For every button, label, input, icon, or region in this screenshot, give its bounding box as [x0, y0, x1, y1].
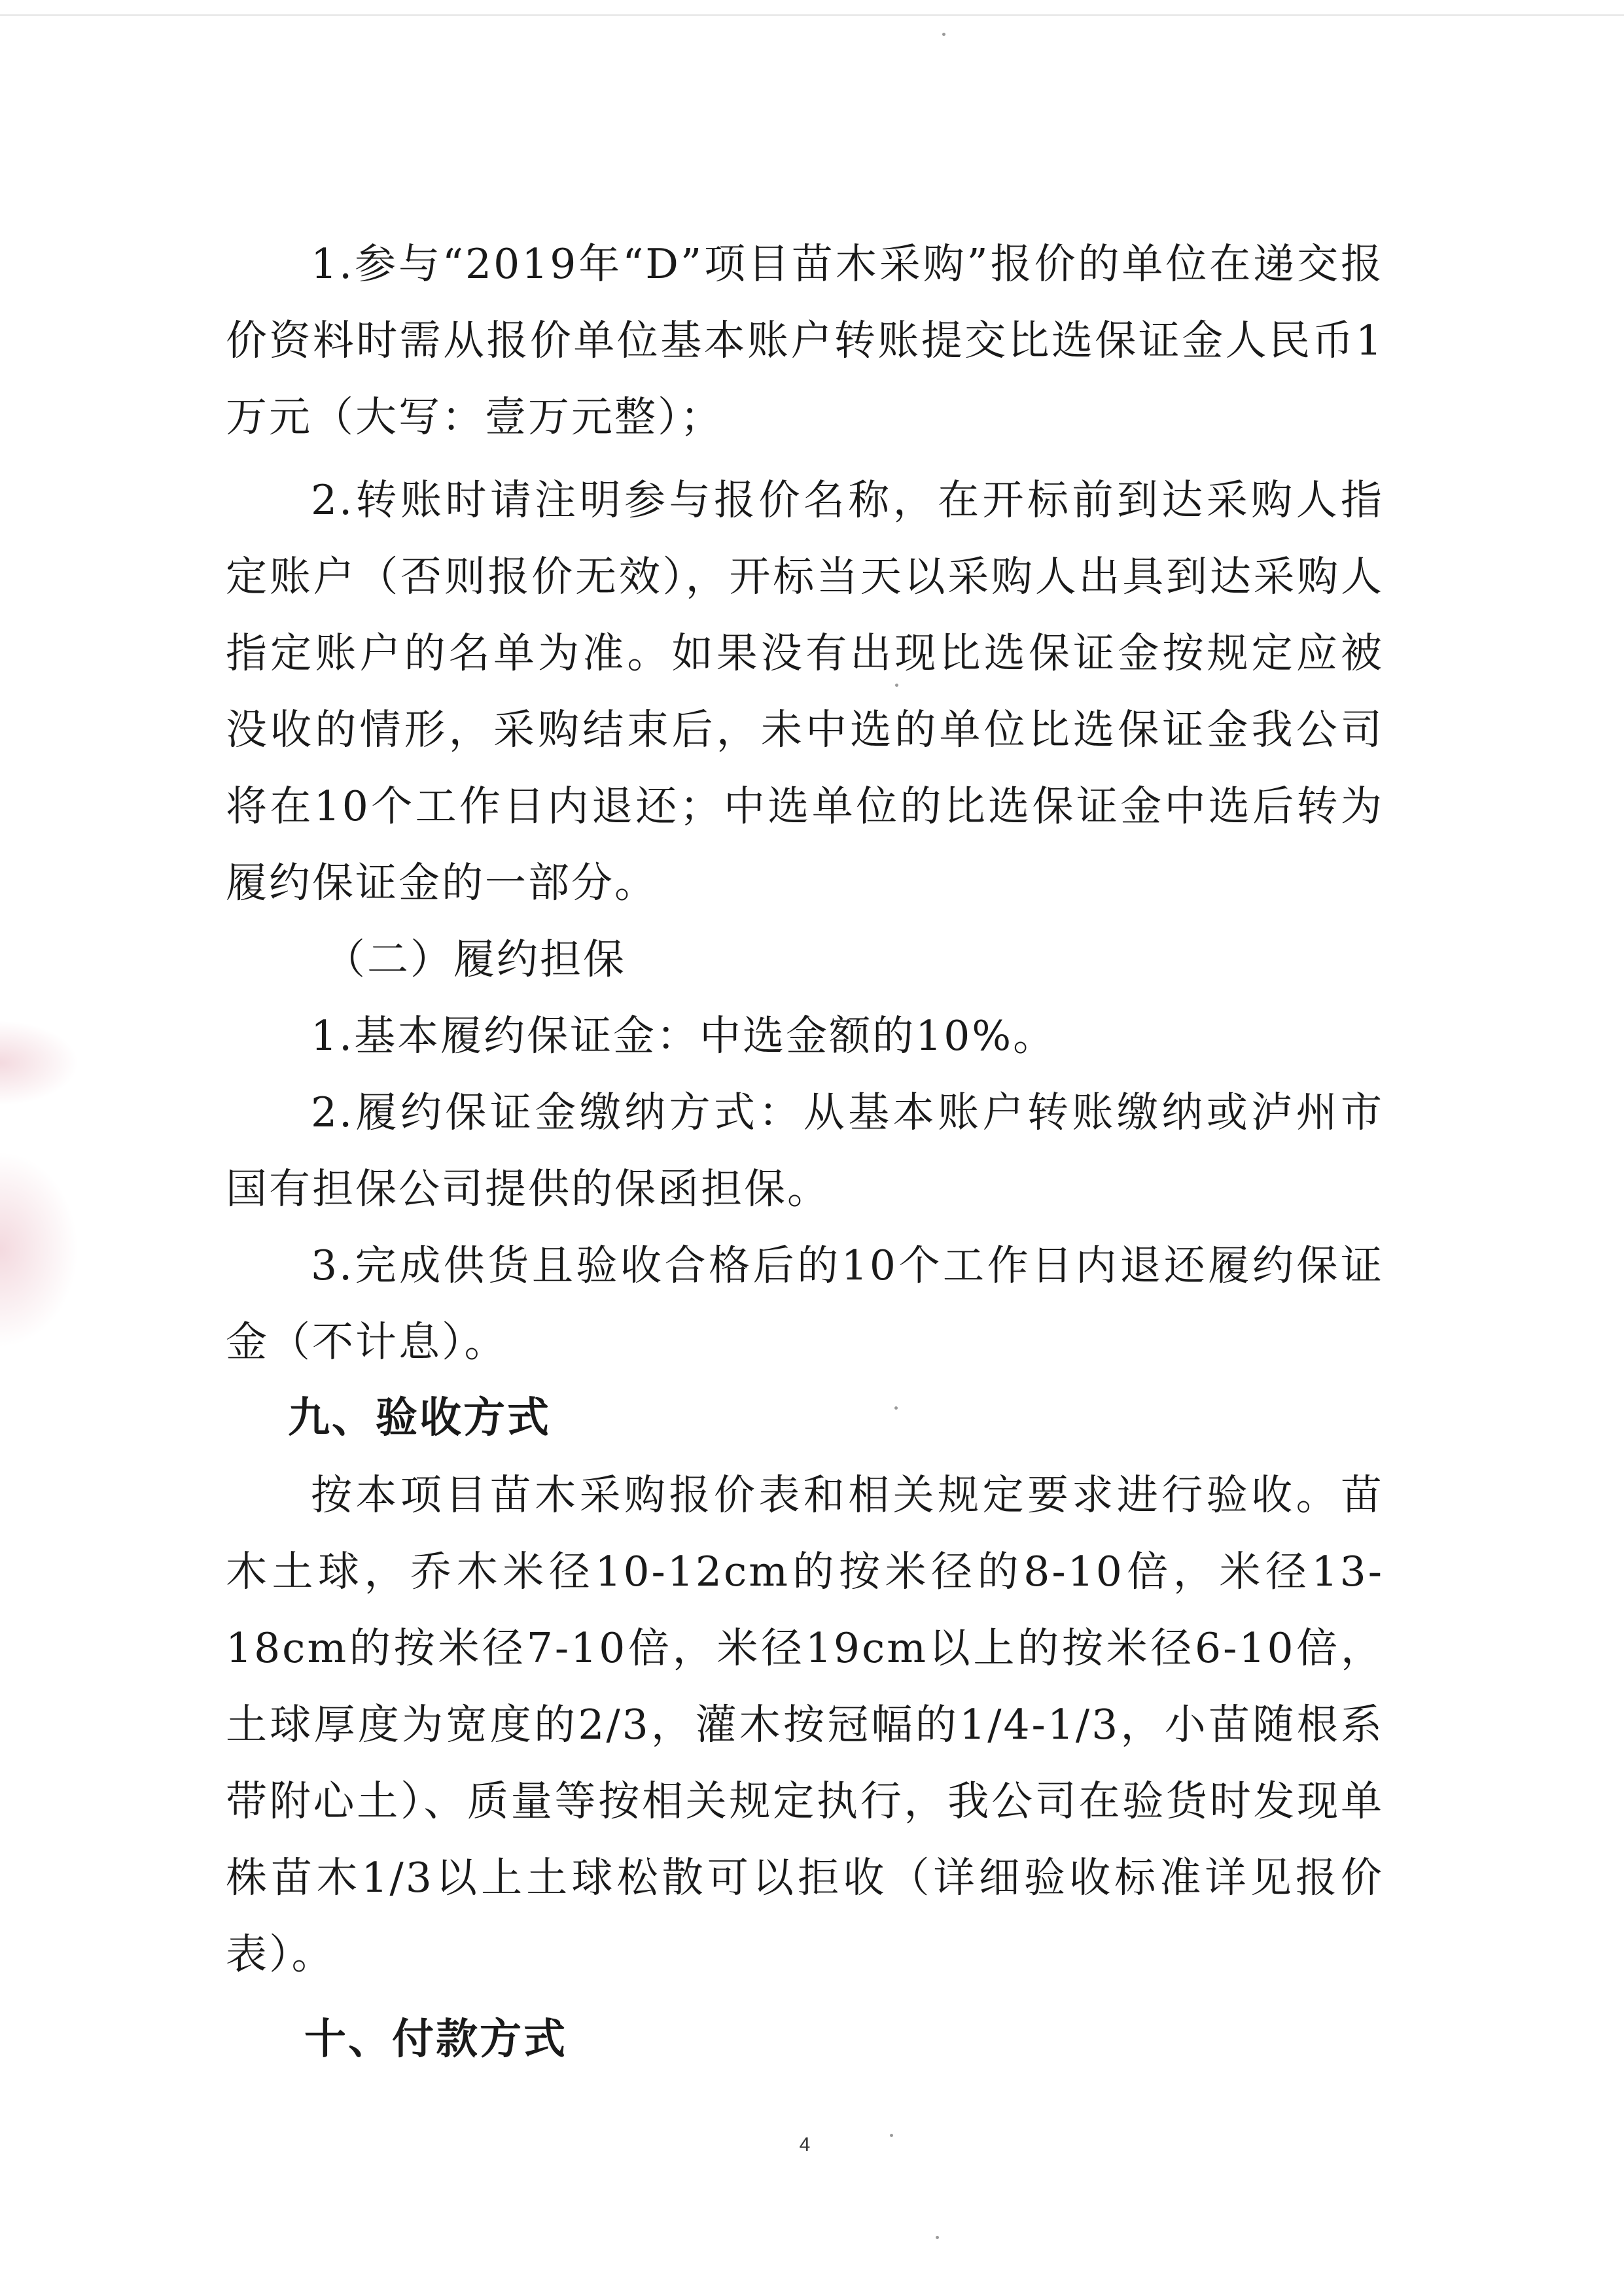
- scan-speck: [890, 2134, 893, 2137]
- document-body: [226, 226, 1384, 2078]
- seal-stamp-bleed: [0, 1020, 79, 1105]
- guarantee-paragraph-3: 3.完成供货且验收合格后的10个工作日内退还履约保证金（不计息）。: [226, 1242, 1384, 1366]
- deposit-paragraph-1: 1.参与“2019年“D”项目苗木采购”报价的单位在递交报价资料时需从报价单位基本账户转账提交比选保证金人民币1万元（大写：壹万元整）；: [226, 240, 1384, 441]
- guarantee-paragraph-2: 2.履约保证金缴纳方式：从基本账户转账缴纳或泸州市国有担保公司提供的保函担保。: [226, 1088, 1384, 1213]
- scan-top-edge: [0, 14, 1624, 16]
- deposit-paragraph-2: 2.转账时请注明参与报价名称，在开标前到达采购人指定账户（否则报价无效），开标当天以采购人出具到达采购人指定账户的名单为准。如果没有出现比选保证金按规定应被没收的情形，采购结束后，未中选的单位比选保证金我公司将在10个工作日内退还；中选单位的比选保证金中选后转为履约保证金的一部分。: [226, 476, 1384, 907]
- section-heading-payment: 十、付款方式: [304, 2015, 567, 2064]
- scan-speck: [936, 2236, 939, 2239]
- guarantee-paragraph-1: 1.基本履约保证金：中选金额的10%。: [311, 1012, 1057, 1060]
- seal-stamp-bleed: [0, 1151, 79, 1348]
- section-heading-acceptance: 九、验收方式: [288, 1394, 551, 1442]
- subheading-performance-guarantee: （二）履约担保: [324, 935, 626, 983]
- acceptance-paragraph: 按本项目苗木采购报价表和相关规定要求进行验收。苗木土球，乔木米径10-12cm的按米径的8-10倍，米径13-18cm的按米径7-10倍，米径19cm以上的按米径6-10倍，土球厚度为宽度的2/3，灌木按冠幅的1/4-1/3，小苗随根系带附心土）、质量等按相关规定执行，我公司在验货时发现单株苗木1/3以上土球松散可以拒收（详细验收标准详见报价表）。: [226, 1471, 1384, 1978]
- scan-speck: [942, 33, 945, 36]
- page-number: 4: [799, 2134, 811, 2155]
